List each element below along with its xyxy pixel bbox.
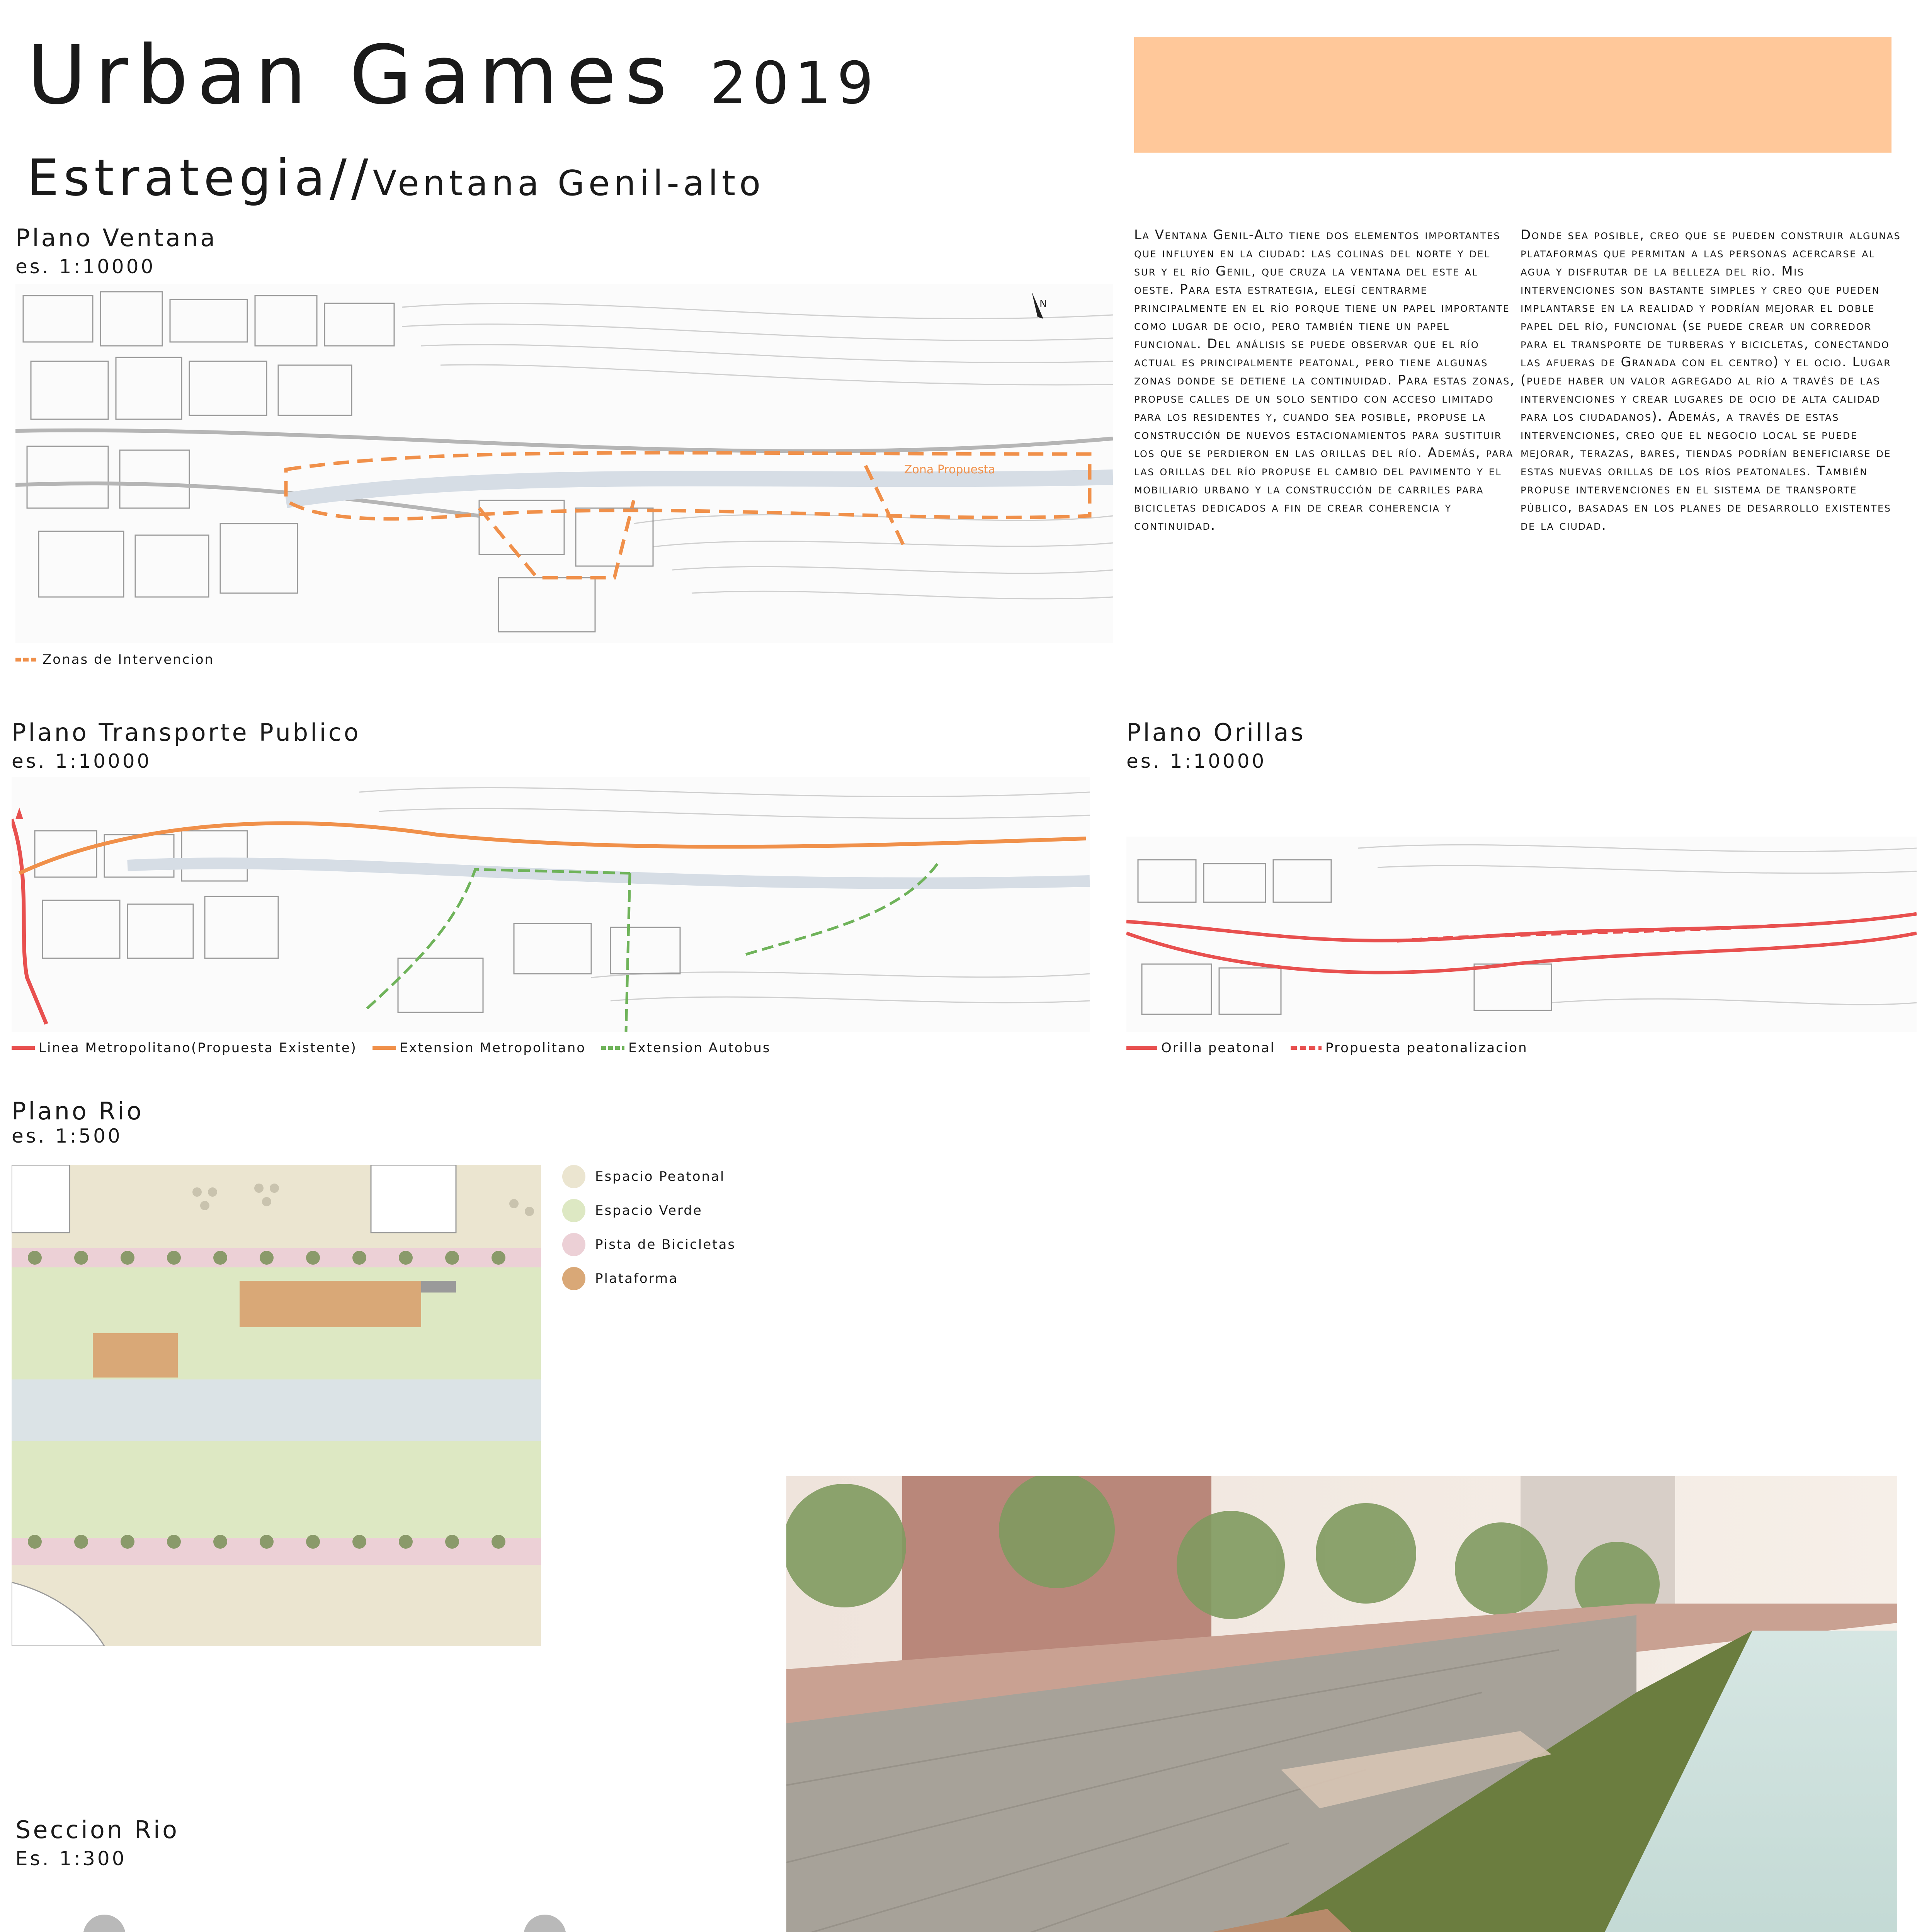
poster-title (27, 28, 879, 122)
plano-orillas-map (1126, 837, 1917, 1032)
plano-ventana-svg (15, 284, 1113, 643)
red-line-swatch-icon (12, 1044, 35, 1052)
green-swatch-icon (562, 1199, 585, 1222)
river-render-image (786, 1476, 1897, 1932)
red-line-swatch-icon (1126, 1044, 1157, 1052)
plano-rio-legend (562, 1165, 755, 1290)
green-dashed-swatch-icon (601, 1044, 624, 1052)
plano-orillas-title: Plano Orillas (1126, 718, 1306, 747)
plano-transporte-legend (12, 1041, 771, 1054)
seccion-rio-title: Seccion Rio (15, 1816, 180, 1844)
plano-transporte-svg (12, 777, 1090, 1032)
legend-item-espacio-peatonal: Espacio Peatonal (562, 1165, 755, 1188)
legend-zonas-intervencion: Zonas de Intervencion (43, 652, 214, 667)
accent-block (1134, 37, 1891, 153)
plano-rio-scale: es. 1:500 (12, 1125, 122, 1147)
legend-item-plataforma: Plataforma (562, 1267, 755, 1290)
plano-ventana-map (15, 284, 1113, 643)
seccion-svg (15, 1901, 719, 1932)
legend-item-espacio-verde: Espacio Verde (562, 1199, 755, 1222)
plano-ventana-scale: es. 1:10000 (15, 255, 156, 278)
plano-orillas-legend (1126, 1041, 1528, 1054)
plano-ventana-title: Plano Ventana (15, 224, 218, 252)
zona-propuesta-label: Zona Propuesta (904, 463, 995, 476)
pink-swatch-icon (562, 1233, 585, 1256)
seccion-rio-drawing (15, 1901, 719, 1932)
orange-swatch-icon (562, 1267, 585, 1290)
poster-subtitle (27, 148, 765, 207)
plano-rio-svg (12, 1165, 541, 1646)
plano-transporte-scale: es. 1:10000 (12, 750, 152, 772)
svg-text:N: N (1039, 298, 1047, 310)
legend-item-extension-autobus: Extension Autobus (601, 1041, 771, 1054)
legend-item-extension-metropolitano: Extension Metropolitano (373, 1041, 586, 1054)
beige-swatch-icon (562, 1165, 585, 1188)
plano-orillas-svg (1126, 837, 1917, 1032)
red-dashed-swatch-icon (1291, 1044, 1322, 1052)
plano-rio-title: Plano Rio (12, 1097, 144, 1125)
legend-item-orilla-peatonal: Orilla peatonal (1126, 1041, 1275, 1054)
plano-ventana-legend (15, 653, 214, 666)
plano-rio-plan (12, 1165, 541, 1646)
title-text: Urban Games (27, 28, 676, 122)
title-year: 2019 (710, 50, 879, 117)
plano-transporte-title: Plano Transporte Publico (12, 718, 361, 747)
legend-item-pista-bicicletas: Pista de Bicicletas (562, 1233, 755, 1256)
legend-item-propuesta-peatonalizacion: Propuesta peatonalizacion (1291, 1041, 1528, 1054)
legend-item-linea-metropolitano: Linea Metropolitano(Propuesta Existente) (12, 1041, 357, 1054)
orange-line-swatch-icon (373, 1044, 396, 1052)
subtitle-rest: Ventana Genil-alto (373, 163, 765, 204)
dashed-orange-swatch-icon (15, 656, 39, 663)
description-col-2: Donde sea posible, creo que se pueden construir algunas plataformas que permitan a las personas acercarse al agua y disfrutar de la belleza del río. Mis intervenciones son bastante simples y creo que pueden implantarse en la realidad y podrían mejorar el doble papel del río, funcional (se puede crear un corredor para el transporte de turberas y bicicletas, conectando las afueras de Granada con el centro) y el ocio. Lugar (puede haber un valor agregado al río a través de las intervenciones y crear lugares de ocio de alta calidad para los ciudadanos). Además, a través de estas intervenciones, creo que el negocio local se puede mejorar, terazas, bares, tiendas podrían beneficiarse de estas nuevas orillas de los ríos peatonales. También propuse intervenciones en el sistema de transporte público, basadas en los planes de desarrollo existentes de la ciudad. (1521, 227, 1901, 533)
subtitle-main: Estrategia// (27, 148, 373, 207)
description-col-1: La Ventana Genil-Alto tiene dos elementos importantes que influyen en la ciudad: las colinas del norte y del sur y el río Genil, que cruza la ventana del este al oeste. Para esta estrategia, elegí centrarme principalmente en el río porque tiene un papel importante como lugar de ocio, pero también tiene un papel funcional. Del análisis se puede observar que el río actual es principalmente peatonal, pero tiene algunas zonas donde se detiene la continuidad. Para estas zonas, propuse calles de un solo sentido con acceso limitado para los residentes y, cuando sea posible, propuse la construcción de nuevos estacionamientos para sustituir los que se perdieron en las orillas del río. Además, para las orillas del río propuse el cambio del pavimento y el mobiliario urbano y la construcción de carriles para bicicletas dedicados a fin de crear coherencia y continuidad. (1134, 227, 1516, 533)
seccion-rio-scale: Es. 1:300 (15, 1847, 127, 1870)
render-svg (786, 1476, 1897, 1932)
plano-transporte-map (12, 777, 1090, 1032)
plano-orillas-scale: es. 1:10000 (1126, 750, 1267, 772)
